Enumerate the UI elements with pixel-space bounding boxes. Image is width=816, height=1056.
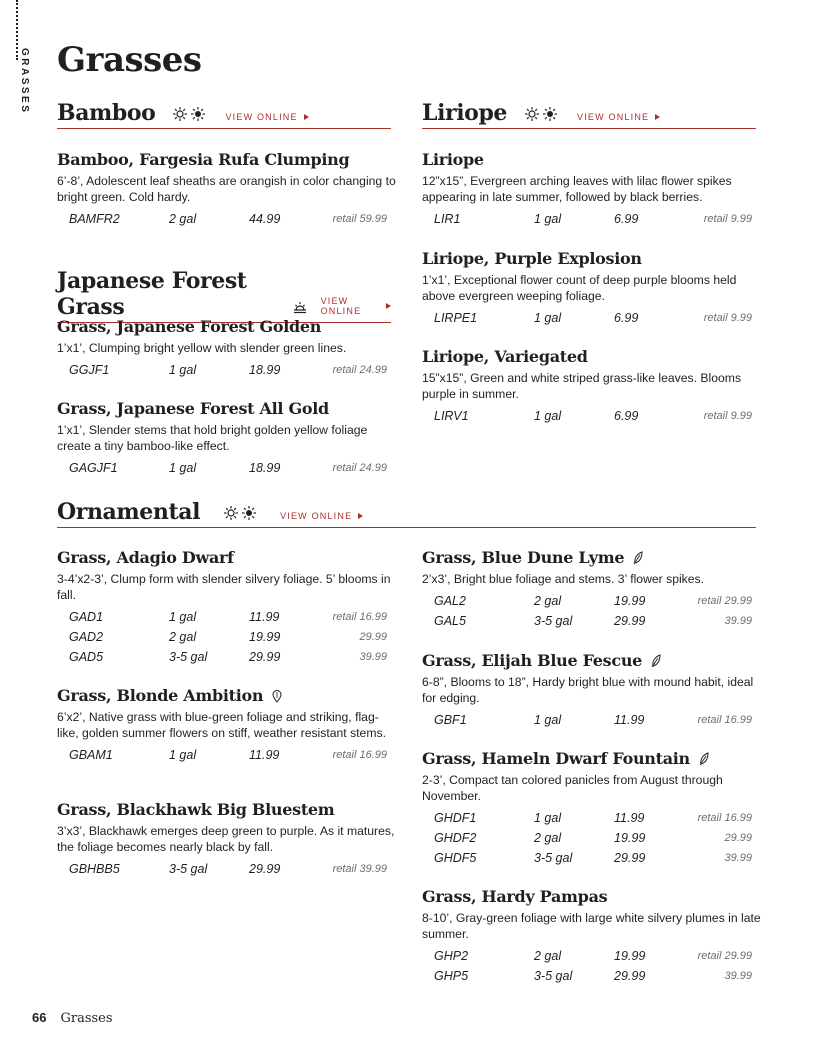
pot-size: 1 gal [169, 461, 197, 475]
partial-shade-icon [293, 301, 307, 315]
view-online-link-japanese-forest-grass[interactable] [321, 296, 391, 316]
sku: GBAM1 [69, 748, 113, 762]
product-blue-dune-lyme [422, 548, 762, 631]
product-name [422, 548, 762, 568]
retail-price: retail 24.99 [332, 462, 387, 474]
product-name: Liriope, Variegated [422, 347, 588, 366]
view-online-label: VIEW ONLINE [320, 296, 362, 316]
product-hardy-pampas [422, 887, 762, 986]
product-name [422, 749, 762, 769]
retail-price: retail 16.99 [332, 749, 387, 761]
price-row [422, 808, 762, 828]
price-row [422, 611, 762, 631]
play-arrow-icon [304, 114, 309, 120]
sun-icon [224, 506, 238, 520]
section-japanese-forest-grass [57, 268, 391, 323]
retail-price: retail 24.99 [332, 364, 387, 376]
price: 19.99 [614, 831, 646, 845]
product-rows [57, 209, 397, 229]
retail-price: 39.99 [359, 651, 387, 663]
product-rows [422, 946, 762, 986]
retail-price: retail 9.99 [703, 410, 752, 422]
sku: GAGJF1 [69, 461, 118, 475]
retail-price: retail 9.99 [703, 312, 752, 324]
side-tab [6, 0, 28, 118]
product-adagio-dwarf [57, 548, 397, 667]
sku: LIRPE1 [434, 311, 478, 325]
leaf-icon [698, 752, 710, 766]
pot-size: 2 gal [169, 630, 197, 644]
pot-size: 1 gal [534, 811, 562, 825]
sku: GGJF1 [69, 363, 110, 377]
product-description: 6’x2’, Native grass with blue-green foliage and striking, flag-like, golden summer flowers on stiff, weather resistant stems. [57, 710, 386, 740]
product-rows [422, 406, 762, 426]
pot-size: 3-5 gal [169, 862, 208, 876]
page-footer [32, 1010, 113, 1026]
play-arrow-icon [358, 513, 363, 519]
price: 19.99 [614, 594, 646, 608]
pot-size: 2 gal [534, 831, 562, 845]
product-name-text: Grass, Elijah Blue Fescue [422, 651, 643, 670]
product-rows [57, 360, 397, 380]
section-title-ornamental: Ornamental [57, 499, 201, 525]
section-liriope [422, 100, 756, 129]
pot-size: 2 gal [534, 594, 562, 608]
play-arrow-icon [386, 303, 391, 309]
sku: GAD5 [69, 650, 104, 664]
price: 6.99 [614, 409, 639, 423]
product-liriope-purple-explosion [422, 249, 762, 328]
product-bamboo-fargesia [57, 150, 397, 229]
product-rows [422, 209, 762, 229]
price: 29.99 [614, 969, 646, 983]
sun-icon [173, 107, 187, 121]
product-description: 3-4’x2-3’, Clump form with slender silvery foliage. 5’ blooms in fall. [57, 572, 391, 602]
retail-price: retail 9.99 [703, 213, 752, 225]
play-arrow-icon [655, 114, 660, 120]
price-row [57, 647, 397, 667]
product-name: Liriope, Purple Explosion [422, 249, 642, 268]
pot-size: 2 gal [169, 212, 197, 226]
price: 6.99 [614, 311, 639, 325]
product-name: Liriope [422, 150, 484, 169]
product-name: Grass, Japanese Forest Golden [57, 317, 322, 336]
product-description: 6-8”, Blooms to 18”, Hardy bright blue with mound habit, ideal for edging. [422, 675, 754, 705]
price-row [57, 458, 397, 478]
sku: GAL2 [434, 594, 466, 608]
product-description: 2-3’, Compact tan colored panicles from August through November. [422, 773, 723, 803]
sku: BAMFR2 [69, 212, 120, 226]
price: 19.99 [614, 949, 646, 963]
price-row [422, 710, 762, 730]
retail-price: retail 29.99 [697, 595, 752, 607]
price-row [422, 966, 762, 986]
product-name [422, 651, 762, 671]
retail-price: retail 16.99 [697, 714, 752, 726]
page-number: 66 [32, 1010, 47, 1025]
price-row [422, 406, 762, 426]
view-online-link-liriope[interactable] [577, 112, 660, 122]
pot-size: 1 gal [534, 713, 562, 727]
footer-section-name: Grasses [60, 1011, 113, 1026]
pot-size: 3-5 gal [169, 650, 208, 664]
view-online-label: VIEW ONLINE [225, 112, 298, 122]
sku: LIRV1 [434, 409, 469, 423]
pot-size: 3-5 gal [534, 614, 573, 628]
sku: GBF1 [434, 713, 467, 727]
sku: GAD2 [69, 630, 104, 644]
price: 11.99 [614, 811, 645, 825]
price: 44.99 [249, 212, 281, 226]
section-bamboo [57, 100, 391, 129]
view-online-link-ornamental[interactable] [280, 511, 363, 521]
price-row [57, 859, 397, 879]
product-name: Bamboo, Fargesia Rufa Clumping [57, 150, 350, 169]
product-description: 3’x3’, Blackhawk emerges deep green to purple. As it matures, the foliage becomes nearly black by fall. [57, 824, 395, 854]
price: 11.99 [249, 748, 280, 762]
price-row [57, 209, 397, 229]
sku: GHDF2 [434, 831, 477, 845]
product-description: 6’-8’, Adolescent leaf sheaths are orangish in color changing to bright green. Cold hardy. [57, 174, 396, 204]
product-name-text: Grass, Blonde Ambition [57, 686, 264, 705]
price-row [422, 848, 762, 868]
product-rows [57, 458, 397, 478]
section-title-bamboo: Bamboo [57, 100, 156, 126]
sku: LIR1 [434, 212, 461, 226]
price-row [57, 360, 397, 380]
pot-size: 1 gal [169, 748, 197, 762]
retail-price: 39.99 [724, 970, 752, 982]
product-name [57, 686, 397, 706]
price-row [422, 828, 762, 848]
price: 18.99 [249, 461, 281, 475]
sku: GHP5 [434, 969, 469, 983]
product-name: Grass, Hardy Pampas [422, 887, 608, 906]
product-name-text: Grass, Hameln Dwarf Fountain [422, 749, 690, 768]
product-rows [422, 710, 762, 730]
pot-size: 1 gal [534, 409, 562, 423]
retail-price: 39.99 [724, 852, 752, 864]
price: 29.99 [614, 614, 646, 628]
price-row [422, 209, 762, 229]
product-liriope [422, 150, 762, 229]
partial-sun-icon [242, 506, 256, 520]
sku: GAD1 [69, 610, 104, 624]
sku: GHDF1 [434, 811, 477, 825]
leaf-icon [650, 654, 662, 668]
price: 11.99 [614, 713, 645, 727]
sku: GHDF5 [434, 851, 477, 865]
price-row [422, 308, 762, 328]
retail-price: retail 16.99 [697, 812, 752, 824]
price-row [422, 591, 762, 611]
side-tab-label: GRASSES [19, 48, 30, 115]
view-online-label: VIEW ONLINE [577, 112, 650, 122]
product-rows [57, 859, 397, 879]
partial-sun-icon [543, 107, 557, 121]
price: 11.99 [249, 610, 280, 624]
section-ornamental [57, 499, 756, 528]
product-elijah-blue-fescue [422, 651, 762, 730]
price-row [57, 607, 397, 627]
pot-size: 2 gal [534, 949, 562, 963]
sku: GAL5 [434, 614, 466, 628]
product-name-text: Grass, Blue Dune Lyme [422, 548, 625, 567]
partial-sun-icon [191, 107, 205, 121]
product-jfg-all-gold [57, 399, 397, 478]
pot-size: 1 gal [169, 610, 197, 624]
sun-icon [525, 107, 539, 121]
section-title-japanese-forest-grass: Japanese Forest Grass [57, 268, 247, 320]
product-rows [57, 745, 397, 765]
view-online-label: VIEW ONLINE [280, 511, 353, 521]
product-description: 1’x1’, Slender stems that hold bright golden yellow foliage create a tiny bamboo-like effect. [57, 423, 368, 453]
product-blonde-ambition [57, 686, 397, 765]
pot-size: 3-5 gal [534, 969, 573, 983]
view-online-link-bamboo[interactable] [225, 112, 308, 122]
price-row [422, 946, 762, 966]
pot-size: 1 gal [534, 311, 562, 325]
side-tab-dots [16, 0, 18, 60]
price-row [57, 745, 397, 765]
retail-price: 39.99 [724, 615, 752, 627]
retail-price: retail 39.99 [332, 863, 387, 875]
pot-size: 3-5 gal [534, 851, 573, 865]
price-row [57, 627, 397, 647]
leaf-icon [632, 551, 644, 565]
product-rows [422, 808, 762, 868]
price: 6.99 [614, 212, 639, 226]
product-description: 12”x15”, Evergreen arching leaves with lilac flower spikes appearing in late summer, followed by black berries. [422, 174, 732, 204]
price: 18.99 [249, 363, 281, 377]
price: 29.99 [614, 851, 646, 865]
product-rows [422, 591, 762, 631]
native-pin-icon [271, 689, 283, 703]
page-title: Grasses [57, 40, 202, 80]
product-name: Grass, Adagio Dwarf [57, 548, 234, 567]
product-hameln-dwarf-fountain [422, 749, 762, 868]
product-jfg-golden [57, 317, 397, 380]
retail-price: retail 29.99 [697, 950, 752, 962]
retail-price: 29.99 [359, 631, 387, 643]
sku: GHP2 [434, 949, 469, 963]
product-liriope-variegated [422, 347, 762, 426]
section-title-liriope: Liriope [422, 100, 508, 126]
product-name: Grass, Blackhawk Big Bluestem [57, 800, 335, 819]
price: 29.99 [249, 650, 281, 664]
product-rows [57, 607, 397, 667]
product-blackhawk-big-bluestem [57, 800, 397, 879]
product-description: 2’x3’, Bright blue foliage and stems. 3’ flower spikes. [422, 572, 705, 586]
retail-price: retail 59.99 [332, 213, 387, 225]
product-description: 1’x1’, Exceptional flower count of deep purple blooms held above evergreen weeping foliage. [422, 273, 737, 303]
product-description: 15”x15”, Green and white striped grass-like leaves. Blooms purple in summer. [422, 371, 742, 401]
pot-size: 1 gal [169, 363, 197, 377]
retail-price: retail 16.99 [332, 611, 387, 623]
product-name: Grass, Japanese Forest All Gold [57, 399, 329, 418]
price: 19.99 [249, 630, 281, 644]
product-description: 8-10’, Gray-green foliage with large white silvery plumes in late summer. [422, 911, 761, 941]
sku: GBHBB5 [69, 862, 120, 876]
product-description: 1’x1’, Clumping bright yellow with slender green lines. [57, 341, 347, 355]
pot-size: 1 gal [534, 212, 562, 226]
product-rows [422, 308, 762, 328]
price: 29.99 [249, 862, 281, 876]
retail-price: 29.99 [724, 832, 752, 844]
